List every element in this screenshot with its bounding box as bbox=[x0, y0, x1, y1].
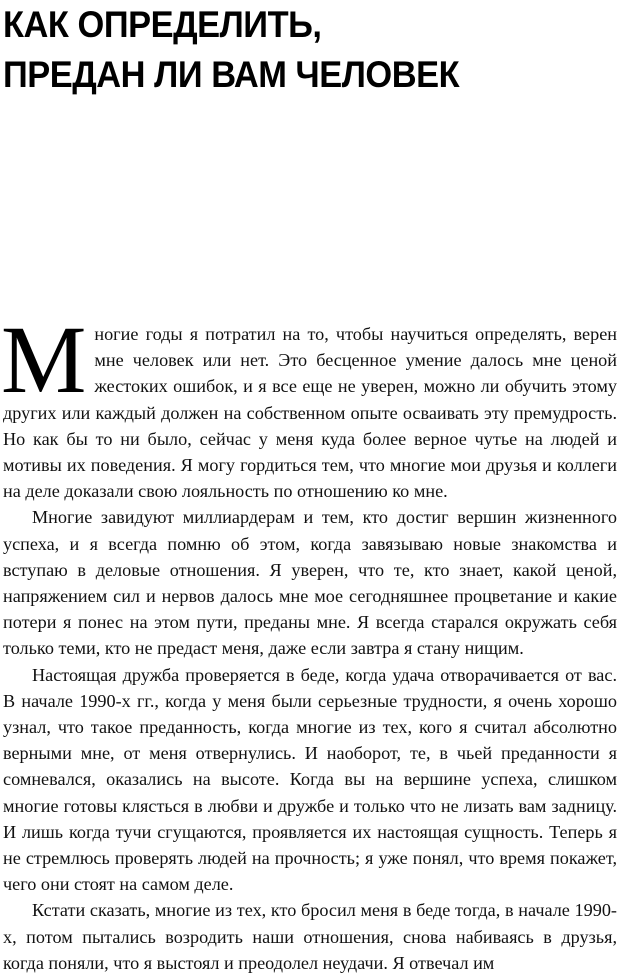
chapter-title-line-1: КАК ОПРЕДЕЛИТЬ, bbox=[3, 4, 322, 45]
chapter-title bbox=[3, 0, 576, 100]
paragraph-1-text: ногие годы я потратил на то, чтобы научиться определять, верен мне человек или нет. Это бесценное умение далось мне ценой жестоких ошибок, и я все еще не уверен, можно ли обучить этому других или каждый должен на собственном опыте осваивать эту премудрость. Но как бы то ни было, сейчас у меня куда более верное чутье на людей и мотивы их поведения. Я могу гордиться тем, что многие мои друзья и коллеги на деле доказали свою лояльность по отношению ко мне. bbox=[3, 324, 617, 502]
paragraph-2: Многие завидуют миллиардерам и тем, кто достиг вершин жизненного успеха, и я всегда помню об этом, когда завязываю новые знакомства и вступаю в деловые отношения. Я уверен, что те, кто знает, какой ценой, напряжением сил и нервов далось мне мое сегодняшнее процветание и какие потери я понес на этом пути, преданы мне. Я всегда старался окружать себя только теми, кто не предаст меня, даже если завтра я стану нищим. bbox=[3, 507, 617, 659]
paragraph-1 bbox=[1, 306, 617, 504]
chapter-title-line-2: ПРЕДАН ЛИ ВАМ ЧЕЛОВЕК bbox=[3, 54, 460, 95]
paragraph-3: Настоящая дружба проверяется в беде, когда удача отворачивается от вас. В начале 1990-х гг., когда у меня были серьезные трудности, я очень хорошо узнал, что такое преданность, когда многие из тех, кого я считал абсолютно верными мне, от меня отвернулись. И наоборот, те, в чьей преданности я сомневался, оказались на высоте. Когда вы на вершине успеха, слишком многие готовы клясться в любви и дружбе и только что не лизать вам задницу. И лишь когда тучи сгущаются, проявляется их настоящая сущность. Теперь я не стремлюсь проверять людей на прочность; я уже понял, что время покажет, чего они стоят на самом деле. bbox=[3, 664, 617, 895]
body-text bbox=[1, 306, 617, 976]
paragraph-4: Кстати сказать, многие из тех, кто бросил меня в беде тогда, в начале 1990-х, потом пытались возродить наши отношения, снова набиваясь в друзья, когда поняли, что я выстоял и преодолел неудачи. Я отвечал им bbox=[3, 900, 617, 973]
drop-cap-letter: М bbox=[1, 306, 87, 413]
